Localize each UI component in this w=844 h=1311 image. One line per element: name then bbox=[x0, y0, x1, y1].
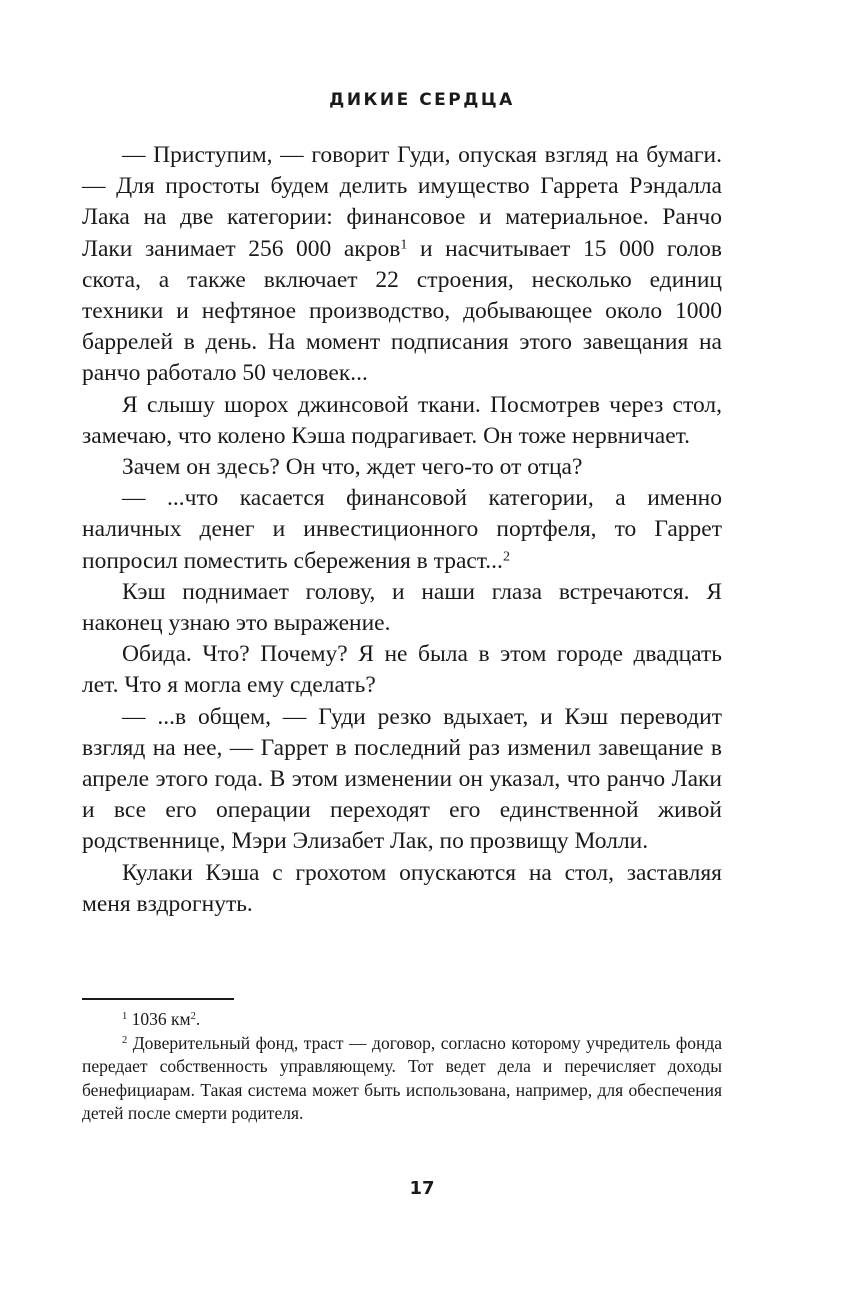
footnote: $^2$ Доверительный фонд, траст — договор, согласно которому учредитель фонда передает собственность управляющему. Тот ведет дела и перечисляет доходы бенефициарам. Такая система может быть использована, например, для обеспечения детей после смерти родителя. bbox=[82, 1032, 722, 1123]
paragraph: Обида. Что? Почему? Я не была в этом городе двадцать лет. Что я могла ему сделать? bbox=[82, 641, 722, 699]
footnote: $^1$ 1036 $км^2$. bbox=[122, 1009, 201, 1029]
footnote-divider bbox=[82, 998, 234, 1000]
paragraph: — ...что касается финансовой категории, а именно наличных денег и инвестиционного портфеля, то Гаррет попросил поместить сбережения в траст...$^2$ bbox=[82, 485, 722, 574]
footnotes bbox=[82, 1008, 722, 1126]
paragraph: — Приступим, — говорит Гуди, опуская взгляд на бумаги. — Для простоты будем делить имущество Гаррета Рэндалла Лака на две категории: финансовое и материальное. Ранчо Лаки занимает 256 000 акров$^1$ и насчитывает 15 000 голов скота, а также включает 22 строения, несколько единиц техники и нефтяное производство, добывающее около 1000 баррелей в день. На момент подписания этого завещания на ранчо работало 50 человек... bbox=[82, 142, 722, 387]
running-header: ДИКИЕ СЕРДЦА bbox=[329, 90, 515, 110]
footnote-ref: 2 bbox=[502, 547, 510, 564]
paragraph: Кэш поднимает голову, и наши глаза встречаются. Я наконец узнаю это выражение. bbox=[82, 578, 722, 637]
footnote-ref: 1 bbox=[400, 235, 408, 252]
page-number: 17 bbox=[409, 1178, 435, 1199]
paragraph: — ...в общем, — Гуди резко вдыхает, и Кэш переводит взгляд на нее, — Гаррет в последний раз изменил завещание в апреле этого года. В этом изменении он указал, что ранчо Лаки и все его операции переходят его единственной живой родственнице, Мэри Элизабет Лак, по прозвищу Молли. bbox=[82, 703, 722, 855]
footnote-marker: 1 bbox=[122, 1011, 128, 1023]
footnote-marker: 2 bbox=[122, 1034, 128, 1046]
paragraph: Зачем он здесь? Он что, ждет чего-то от отца? bbox=[122, 454, 583, 481]
paragraph: Я слышу шорох джинсовой ткани. Посмотрев через стол, замечаю, что колено Кэша подрагивает. Он тоже нервничает. bbox=[82, 391, 722, 449]
paragraph: Кулаки Кэша с грохотом опускаются на стол, заставляя меня вздрогнуть. bbox=[82, 859, 722, 917]
body-text bbox=[82, 140, 722, 920]
